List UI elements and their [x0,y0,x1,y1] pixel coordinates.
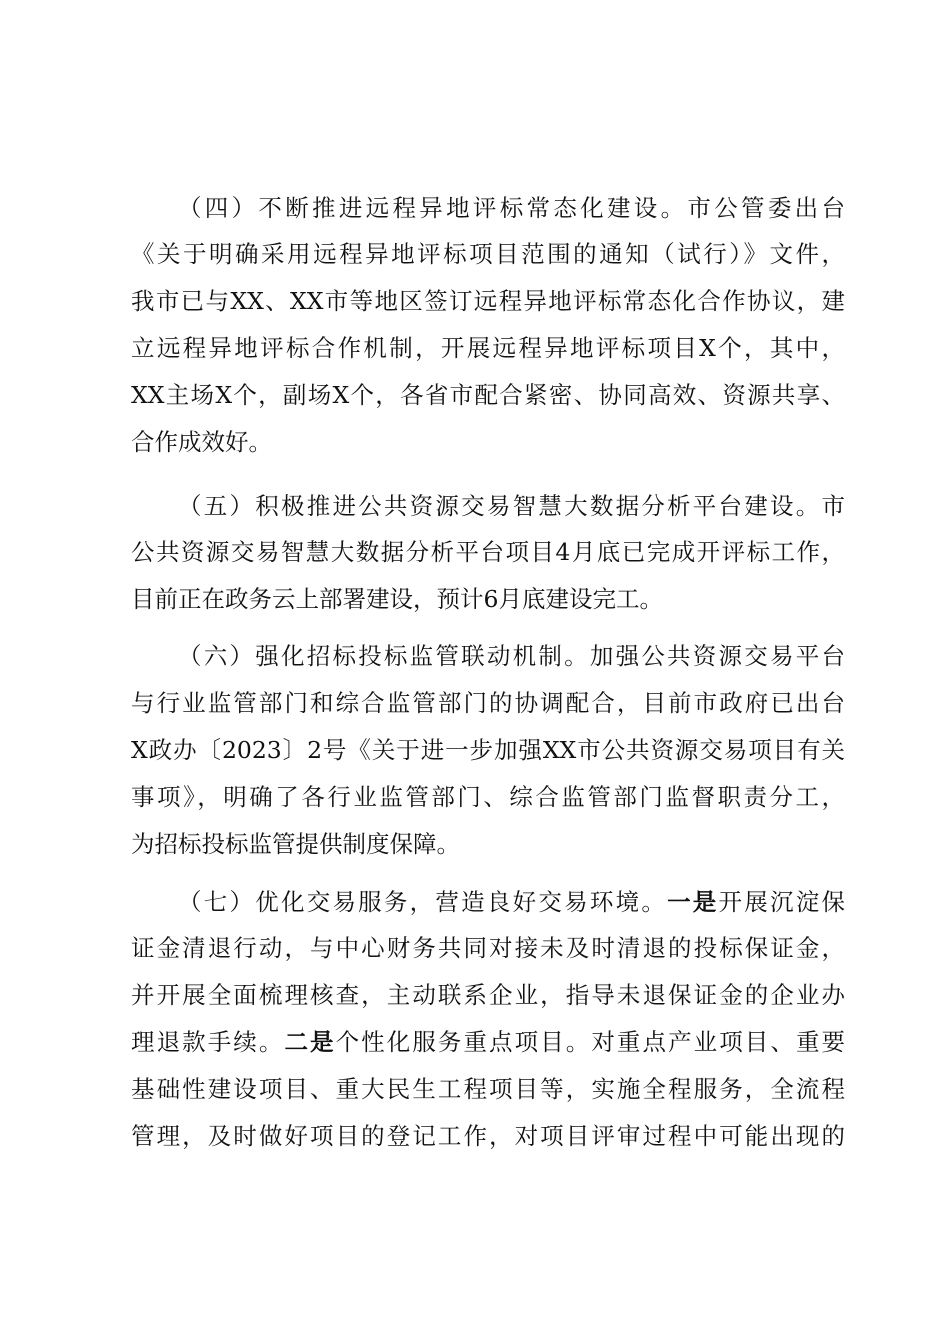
section7-line1-pre: （七）优化交易服务，营造良好交易环境。 [178,888,668,916]
section6-line-4: 事项》，明确了各行业监管部门、综合监管部门监督职责分工， [131,783,845,811]
section4-line-5: XX主场X个，副场X个，各省市配合紧密、协同高效、资源共享、 [131,381,845,409]
section7-line-5: 基础性建设项目、重大民生工程项目等，实施全程服务，全流程 [131,1075,845,1103]
section6-line-2: 与行业监管部门和综合监管部门的协调配合，目前市政府已出台 [131,689,845,717]
section4-line-3: 我市已与XX、XX市等地区签订远程异地评标常态化合作协议，建 [131,287,845,315]
section4-line-6: 合作成效好。 [131,428,272,456]
section5-line-2: 公共资源交易智慧大数据分析平台项目4月底已完成开评标工作， [131,538,845,566]
section7-line4-bold: 二是 [284,1028,336,1056]
section7-line1-post: 开展沉淀保 [718,888,846,916]
section7-line-2: 证金清退行动，与中心财务共同对接未及时清退的投标保证金， [131,934,845,962]
section7-line4-post: 个性化服务重点项目。对重点产业项目、重要 [335,1028,846,1056]
section7-line1-bold: 一是 [667,888,719,916]
section7-line4-pre: 理退款手续。 [131,1028,285,1056]
section6-line-1: （六）强化招标投标监管联动机制。加强公共资源交易平台 [178,642,845,670]
section6-line-5: 为招标投标监管提供制度保障。 [131,830,460,858]
section5-line-1: （五）积极推进公共资源交易智慧大数据分析平台建设。市 [178,492,845,520]
section4-line-2: 《关于明确采用远程异地评标项目范围的通知（试行）》文件， [131,240,845,268]
section7-line-4 [131,1020,845,1064]
section7-line-3: 并开展全面梳理核查，主动联系企业，指导未退保证金的企业办 [131,981,845,1009]
section6-line-3: X政办〔2023〕2号《关于进一步加强XX市公共资源交易项目有关 [131,736,845,764]
section7-line-6: 管理，及时做好项目的登记工作，对项目评审过程中可能出现的 [131,1122,845,1150]
section7-line-1 [178,880,845,924]
section4-line-4: 立远程异地评标合作机制，开展远程异地评标项目X个，其中， [131,334,845,362]
section5-line-3: 目前正在政务云上部署建设，预计6月底建设完工。 [131,585,663,613]
section4-line-1: （四）不断推进远程异地评标常态化建设。市公管委出台 [178,194,845,222]
